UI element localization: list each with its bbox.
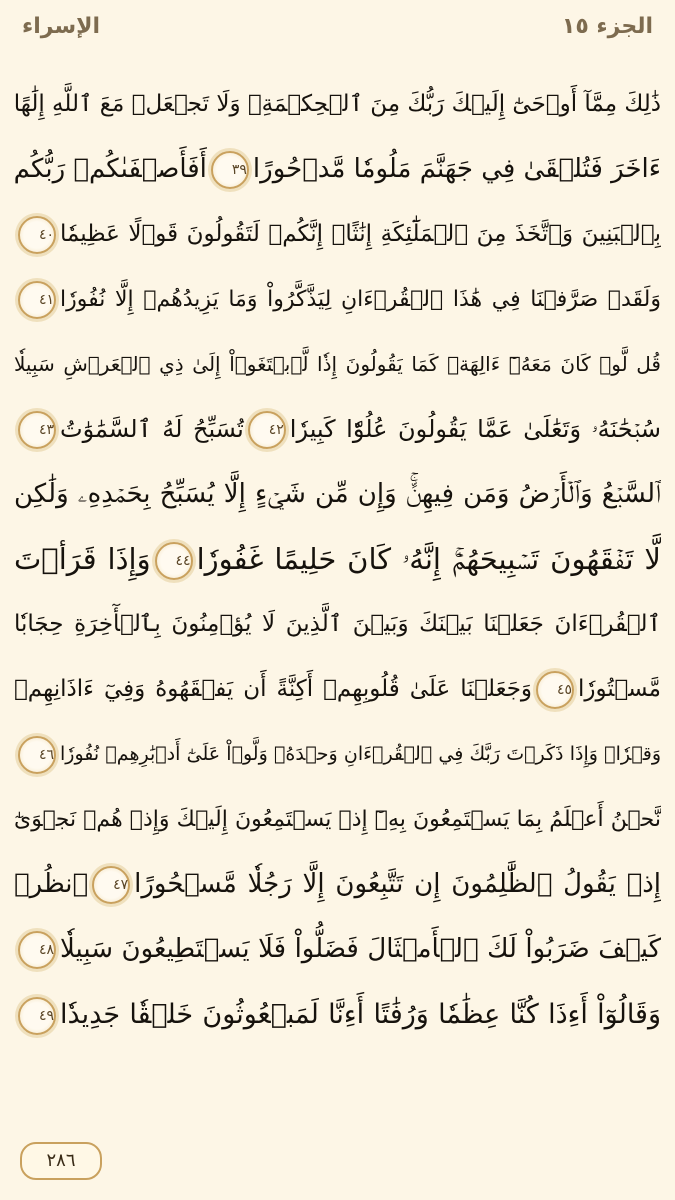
text-line bbox=[14, 202, 661, 267]
verse-text: أَفَأَصۡفَىٰكُمۡ رَبُّكُم bbox=[14, 154, 207, 184]
verse-text: مَّسۡتُورٗا bbox=[578, 676, 661, 702]
text-line bbox=[14, 397, 661, 462]
ayah-number-marker: ٤٥ bbox=[536, 671, 574, 709]
quran-text bbox=[14, 72, 661, 1047]
verse-text: وَقۡرٗاۚ وَإِذَا ذَكَرۡتَ رَبَّكَ فِي ٱلۡقُرۡءَانِ وَحۡدَهُۥ وَلَّوۡاْ عَلَىٰٓ أَدۡبَٰرِهِمۡ نُفُورٗا bbox=[60, 743, 661, 765]
verse-text: وَإِذَا قَرَأۡتَ bbox=[14, 542, 151, 576]
text-line bbox=[14, 592, 661, 657]
verse-text: ءَاخَرَ فَتُلۡقَىٰ فِي جَهَنَّمَ مَلُومٗا مَّدۡحُورًا bbox=[252, 154, 661, 184]
ayah-number-marker: ٤٤ bbox=[155, 542, 193, 580]
text-line bbox=[14, 917, 661, 982]
text-line bbox=[14, 852, 661, 917]
verse-text: قُل لَّوۡ كَانَ مَعَهُۥٓ ءَالِهَةٞ كَمَا يَقُولُونَ إِذٗا لَّٱبۡتَغَوۡاْ إِلَىٰ ذِي ٱلۡعَرۡشِ سَبِيلٗا bbox=[14, 352, 661, 376]
juz-label: الجزء ١٥ bbox=[561, 14, 653, 39]
verse-text: وَجَعَلۡنَا عَلَىٰ قُلُوبِهِمۡ أَكِنَّةً أَن يَفۡقَهُوهُ وَفِيٓ ءَاذَانِهِمۡ bbox=[14, 676, 533, 702]
page-number: ٢٨٦ bbox=[46, 1150, 76, 1171]
verse-text: ٱلسَّبۡعُ وَٱلۡأَرۡضُ وَمَن فِيهِنَّۚ وَإِن مِّن شَيۡءٍ إِلَّا يُسَبِّحُ بِحَمۡدِهِۦ وَلَٰكِن bbox=[14, 479, 661, 509]
verse-text: ٱلۡقُرۡءَانَ جَعَلۡنَا بَيۡنَكَ وَبَيۡنَ ٱلَّذِينَ لَا يُؤۡمِنُونَ بِٱلۡأٓخِرَةِ حِجَابٗا bbox=[14, 611, 661, 637]
text-line bbox=[14, 787, 661, 852]
ayah-number-marker: ٤٧ bbox=[92, 866, 130, 904]
page-header bbox=[0, 0, 675, 48]
text-line bbox=[14, 982, 661, 1047]
verse-text: تُسَبِّحُ لَهُ ٱلسَّمَٰوَٰتُ bbox=[60, 415, 244, 443]
verse-text: لَّا تَفۡقَهُونَ تَسۡبِيحَهُمۡۚ إِنَّهُۥ كَانَ حَلِيمًا غَفُورٗا bbox=[196, 542, 661, 576]
ayah-number-marker: ٤٦ bbox=[18, 736, 56, 774]
verse-text: وَقَالُوٓاْ أَءِذَا كُنَّا عِظَٰمٗا وَرُفَٰتًا أَءِنَّا لَمَبۡعُوثُونَ خَلۡقٗا جَدِيدٗا bbox=[60, 999, 661, 1030]
ayah-number-marker: ٣٩ bbox=[211, 151, 249, 189]
text-line bbox=[14, 267, 661, 332]
text-line bbox=[14, 657, 661, 722]
text-line bbox=[14, 72, 661, 137]
verse-text: إِذۡ يَقُولُ ٱلظَّٰلِمُونَ إِن تَتَّبِعُونَ إِلَّا رَجُلٗا مَّسۡحُورًا bbox=[134, 869, 661, 899]
text-line bbox=[14, 722, 661, 787]
verse-text: ٱنظُرۡ bbox=[14, 869, 89, 899]
ayah-number-marker: ٤١ bbox=[18, 281, 56, 319]
ayah-number-marker: ٤٩ bbox=[18, 997, 56, 1035]
ayah-number-marker: ٤٣ bbox=[18, 411, 56, 449]
page-number-badge bbox=[20, 1142, 102, 1180]
ayah-number-marker: ٤٨ bbox=[18, 931, 56, 969]
ayah-number-marker: ٤٢ bbox=[248, 411, 286, 449]
text-line bbox=[14, 137, 661, 202]
text-line bbox=[14, 462, 661, 527]
ayah-number-marker: ٤٠ bbox=[18, 216, 56, 254]
verse-text: وَلَقَدۡ صَرَّفۡنَا فِي هَٰذَا ٱلۡقُرۡءَانِ لِيَذَّكَّرُواْ وَمَا يَزِيدُهُمۡ إِلَّا نُفُورٗا bbox=[60, 287, 661, 312]
verse-text: ذَٰلِكَ مِمَّآ أَوۡحَىٰٓ إِلَيۡكَ رَبُّكَ مِنَ ٱلۡحِكۡمَةِۗ وَلَا تَجۡعَلۡ مَعَ ٱللَّهِ إِلَٰهًا bbox=[14, 91, 661, 117]
verse-text: بِٱلۡبَنِينَ وَٱتَّخَذَ مِنَ ٱلۡمَلَٰٓئِكَةِ إِنَٰثًاۚ إِنَّكُمۡ لَتَقُولُونَ قَوۡلًا عَظِيمٗا bbox=[60, 221, 661, 247]
surah-name: الإسراء bbox=[22, 14, 101, 39]
text-line bbox=[14, 527, 661, 592]
verse-text: نَّحۡنُ أَعۡلَمُ بِمَا يَسۡتَمِعُونَ بِهِۦٓ إِذۡ يَسۡتَمِعُونَ إِلَيۡكَ وَإِذۡ هُمۡ نَجۡوَىٰٓ bbox=[14, 807, 661, 832]
text-line bbox=[14, 332, 661, 397]
verse-text: سُبۡحَٰنَهُۥ وَتَعَٰلَىٰ عَمَّا يَقُولُونَ عُلُوّٗا كَبِيرٗا bbox=[289, 415, 661, 443]
verse-text: كَيۡفَ ضَرَبُواْ لَكَ ٱلۡأَمۡثَالَ فَضَلُّواْ فَلَا يَسۡتَطِيعُونَ سَبِيلٗا bbox=[60, 934, 661, 964]
